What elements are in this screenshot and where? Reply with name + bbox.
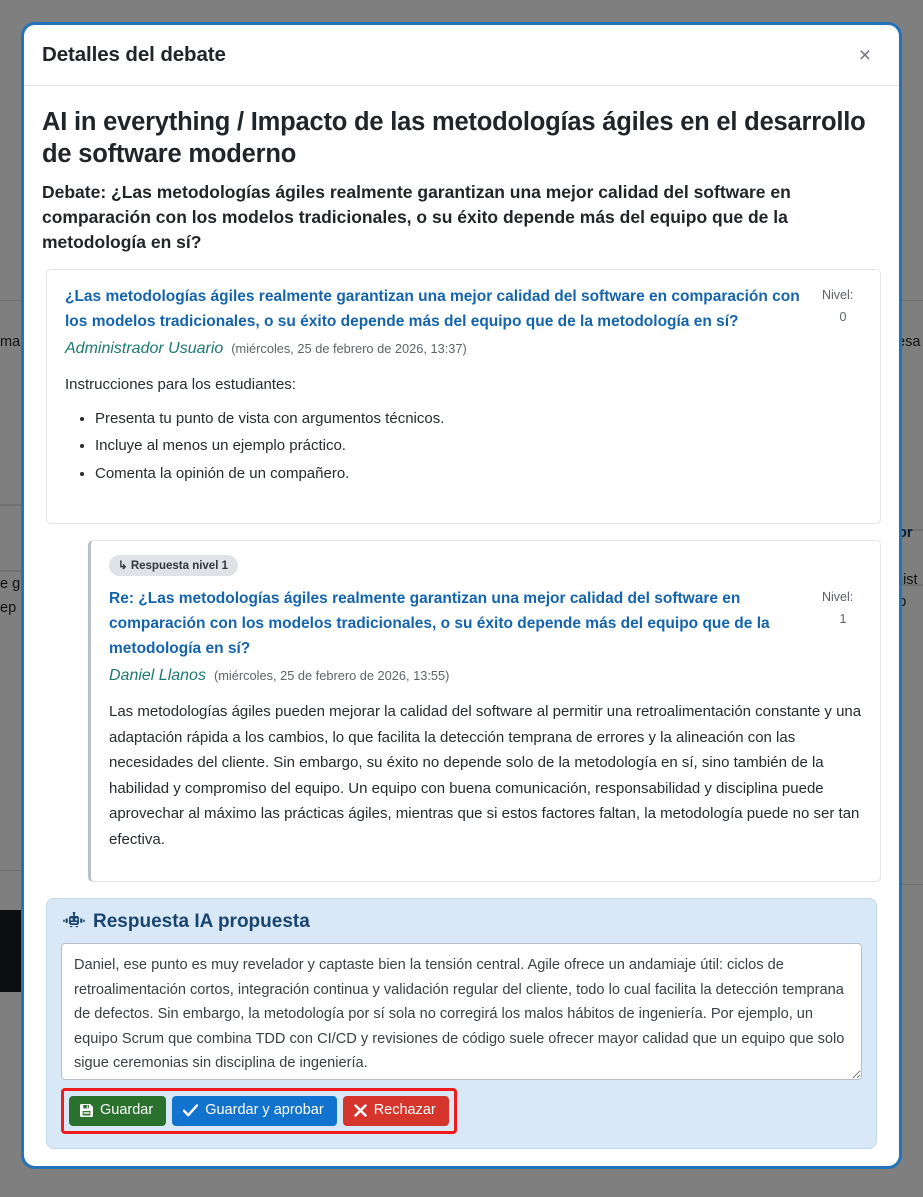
modal-title: Detalles del debate: [42, 43, 226, 66]
ai-response-textarea[interactable]: [61, 943, 862, 1080]
forum-post-reply: [88, 540, 881, 882]
save-disk-icon: [80, 1104, 93, 1117]
post-header: [65, 284, 864, 334]
level-value: 1: [839, 612, 847, 626]
post-date: (miércoles, 25 de febrero de 2026, 13:37): [231, 341, 467, 356]
forum-post-root: [46, 269, 881, 524]
post-body: [65, 372, 864, 486]
robot-icon: [63, 912, 85, 932]
list-item: • Incluye al menos un ejemplo práctico.: [95, 433, 864, 459]
post-intro-text: Instrucciones para los estudiantes:: [65, 376, 296, 393]
post-text: Las metodologías ágiles pueden mejorar la calidad del software al permitir una retroalimentación constante y una adaptación rápida a los cambios, lo que facilita la detección temprana de errores y la alineación con las necesidades del cliente. Sin embargo, su éxito no depende solo de la metodología en sí, sino también de la habilidad y compromiso del equipo. Un equipo con buena comunicación, responsabilidad y disciplina puede aprovechar al máximo las prácticas ágiles, mientras que si estos factores faltan, la metodología puede no ser tan efectiva.: [109, 703, 862, 848]
reject-button-label: Rechazar: [373, 1102, 436, 1118]
x-mark-icon: [354, 1104, 367, 1117]
post-level-badge: [822, 586, 864, 630]
level-label: Nivel:: [822, 288, 854, 302]
post-meta: [65, 340, 864, 358]
post-subject[interactable]: ¿Las metodologías ágiles realmente garantizan una mejor calidad del software en comparación con los modelos tradicionales, o su éxito depende más del equipo que de la metodología en sí?: [65, 288, 800, 330]
save-and-approve-button[interactable]: [172, 1096, 336, 1126]
list-item: • Presenta tu punto de vista con argumentos técnicos.: [95, 406, 864, 432]
modal-body: [24, 86, 899, 1166]
post-author: Administrador Usuario: [65, 340, 224, 357]
post-body: [109, 699, 864, 852]
reject-button[interactable]: [343, 1096, 449, 1126]
ai-action-buttons-group: [61, 1088, 457, 1134]
save-button[interactable]: [69, 1096, 166, 1126]
ai-response-panel: [46, 898, 877, 1149]
reply-level-chip: ↳ Respuesta nivel 1: [109, 555, 238, 576]
discussion-title: AI in everything / Impacto de las metodologías ágiles en el desarrollo de software moderno: [42, 108, 866, 168]
ai-panel-title-text: Respuesta IA propuesta: [93, 911, 310, 932]
post-bullet-list: [65, 406, 864, 487]
save-button-label: Guardar: [100, 1102, 154, 1118]
post-date: (miércoles, 25 de febrero de 2026, 13:55): [213, 668, 450, 683]
ai-panel-header: [63, 911, 862, 933]
level-value: 0: [839, 310, 847, 324]
debate-question: Debate: ¿Las metodologías ágiles realmente garantizan una mejor calidad del software en comparación con los modelos tradicionales, o su éxito depende más del equipo que de la metodología en sí?: [42, 182, 791, 252]
post-author: Daniel Llanos: [109, 667, 206, 684]
list-item: • Comenta la opinión de un compañero.: [95, 461, 864, 487]
level-label: Nivel:: [822, 590, 854, 604]
modal-header: [24, 25, 899, 86]
post-level-badge: [822, 284, 864, 328]
close-icon[interactable]: ×: [851, 41, 879, 70]
post-subject[interactable]: Re: ¿Las metodologías ágiles realmente garantizan una mejor calidad del software en comparación con los modelos tradicionales, o su éxito depende más del equipo que de la metodología en sí?: [109, 590, 770, 657]
save-and-approve-button-label: Guardar y aprobar: [205, 1102, 324, 1118]
post-meta: [109, 667, 864, 685]
post-header: [109, 586, 864, 661]
debate-details-modal: [21, 22, 902, 1169]
check-icon: [183, 1104, 198, 1117]
